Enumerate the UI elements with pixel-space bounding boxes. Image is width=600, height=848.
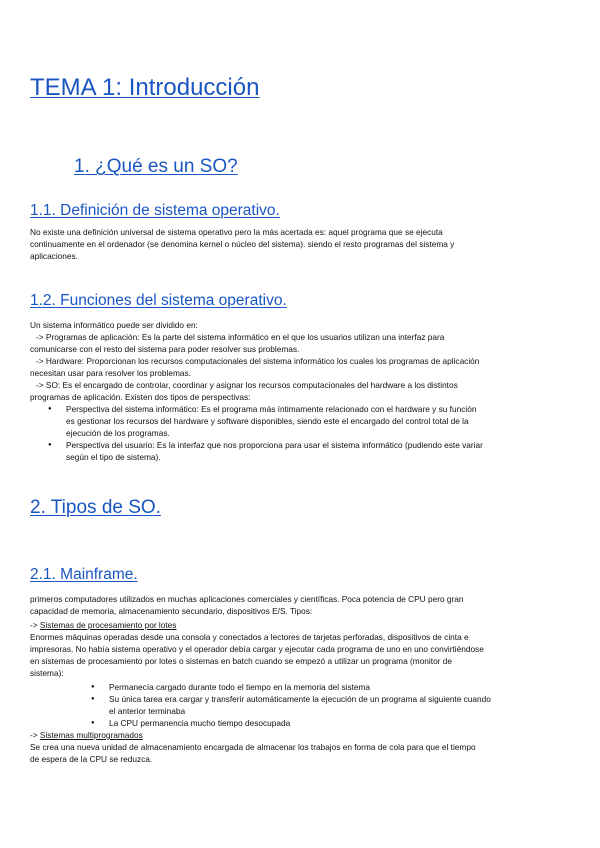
batch-subheading: [30, 619, 575, 631]
multi-subheading: [30, 729, 575, 741]
bullet-item: [66, 439, 576, 463]
multiprogrammed-paragraph: [30, 729, 575, 765]
list-item-line: necesitan usar para resolver los problemas.: [30, 368, 191, 378]
bullet-item: [109, 717, 575, 729]
bullet-line: ejecución de los programas.: [66, 428, 170, 438]
section-2-1-paragraph: [30, 593, 575, 679]
section-2-link[interactable]: 2. Tipos de SO.: [30, 497, 161, 518]
list-item-line: comunicarse con el resto del sistema para poder resolver sus problemas.: [30, 344, 300, 354]
section-1-2-bullet-list: [66, 403, 576, 463]
paragraph-line: primeros computadores utilizados en muchas aplicaciones comerciales y científicas. Poca potencia de CPU pero gran: [30, 594, 464, 604]
paragraph-line: sistema):: [30, 668, 64, 678]
section-1-1-link[interactable]: 1.1. Definición de sistema operativo.: [30, 202, 280, 219]
bullet-item: [66, 403, 576, 439]
paragraph-line: impresoras. No había sistema operativo y el operador debía cargar y ejecutar cada programa de uno en uno convirtiéndose: [30, 644, 484, 654]
paragraph-line: en sistemas de procesamiento por lotes o sistemas en batch cuando se empezó a utilizar un programa (monitor de: [30, 656, 452, 666]
section-1-2-link[interactable]: 1.2. Funciones del sistema operativo.: [30, 292, 287, 309]
bullet-line: es gestionar los recursos del hardware y software disponibles, siendo este el encargado del control total de la: [66, 416, 469, 426]
bullet-line: el anterior terminaba: [109, 706, 186, 716]
bullet-line: según el tipo de sistema).: [66, 452, 161, 462]
section-2-1-bullet-list: [109, 681, 575, 729]
paragraph-line: capacidad de memoria, almacenamiento secundario, dispositivos E/S. Tipos:: [30, 606, 313, 616]
arrow-marker: ->: [30, 730, 40, 740]
section-2-1-link[interactable]: 2.1. Mainframe.: [30, 566, 138, 583]
section-1-1-paragraph: [30, 226, 575, 262]
bullet-line: ● Perspectiva del sistema informático: Es el programa más íntimamente relacionado con el hardware y su función: [66, 404, 477, 414]
title-heading-link[interactable]: TEMA 1: Introducción: [30, 74, 260, 101]
section-1-link[interactable]: 1. ¿Qué es un SO?: [74, 156, 238, 177]
batch-label: Sistemas de procesamiento por lotes: [39, 620, 177, 630]
list-item-line: programas de aplicación. Existen dos tipos de perspectivas:: [30, 392, 251, 402]
section-1-heading: [74, 156, 238, 178]
bullet-line: ● La CPU permanencia mucho tiempo desocupada: [109, 718, 291, 728]
paragraph-line: de espera de la CPU se reduzca.: [30, 754, 153, 764]
paragraph-line: aplicaciones.: [30, 251, 78, 261]
document-title: [30, 74, 259, 102]
list-item-line: -> Hardware: Proporcionan los recursos computacionales del sistema informático los cuales los programas de aplicación: [36, 356, 480, 366]
paragraph-line: Se crea una nueva unidad de almacenamiento encargada de almacenar los trabajos en forma de cola para que el tiempo: [30, 742, 476, 752]
bullet-item: [109, 681, 575, 693]
bullet-line: ● Su única tarea era cargar y transferir automáticamente la ejecución de un programa al siguiente cuando: [109, 694, 491, 704]
bullet-line: ● Perspectiva del usuario: Es la interfaz que nos proporciona para usar el sistema informático (pudiendo este variar: [66, 440, 483, 450]
bullet-line: ● Permanecía cargado durante todo el tiempo en la memoria del sistema: [109, 682, 371, 692]
bullet-item: [109, 693, 575, 717]
paragraph-line: No existe una definición universal de sistema operativo pero la más acertada es: aquel programa que se ejecuta: [30, 227, 443, 237]
section-1-1-heading: [30, 202, 280, 220]
section-2-1-heading: [30, 566, 138, 584]
paragraph-line: Enormes máquinas operadas desde una consola y conectados a lectores de tarjetas perforadas, dispositivos de cinta e: [30, 632, 469, 642]
arrow-marker: ->: [30, 620, 40, 630]
paragraph-line: continuamente en el ordenador (se denomina kernel o núcleo del sistema). siendo el resto programas del sistema y: [30, 239, 455, 249]
section-1-2-paragraph: [30, 319, 575, 403]
section-2-heading: [30, 497, 161, 519]
list-item-line: -> Programas de aplicación: Es la parte del sistema informático en el que los usuarios utilizan una interfaz para: [36, 332, 445, 342]
list-item-line: -> SO: Es el encargado de controlar, coordinar y asignar los recursos computacionales del hardware a los distintos: [36, 380, 458, 390]
section-1-2-heading: [30, 292, 287, 310]
multi-label: Sistemas multiprogramados: [39, 730, 143, 740]
paragraph-line: Un sistema informático puede ser dividido en:: [30, 320, 198, 330]
